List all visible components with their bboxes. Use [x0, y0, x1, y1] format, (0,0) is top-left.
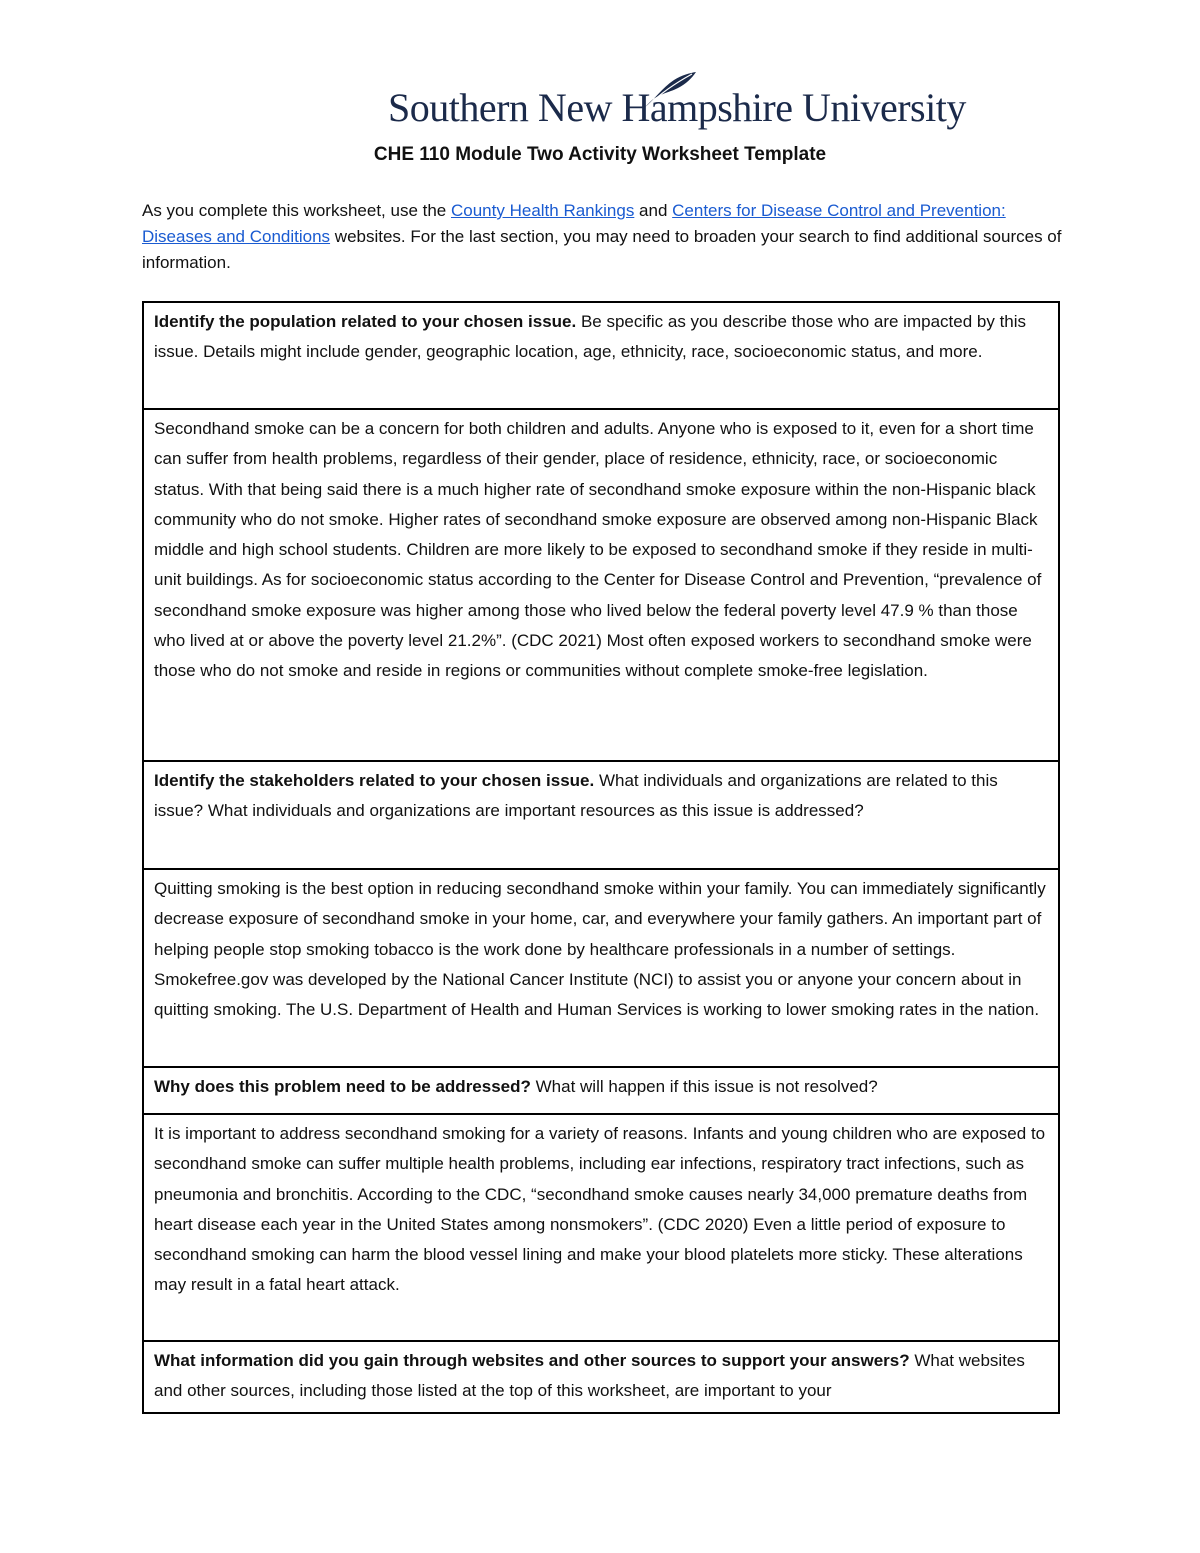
intro-paragraph: [142, 198, 1062, 276]
prompt-text: Be specific as you describe those who are impacted by this issue. Details might include gender, geographic location, age, ethnicity, race, socioeconomic status, and more.: [154, 312, 1027, 362]
prompt-bold: Identify the stakeholders related to your chosen issue.: [154, 771, 595, 790]
prompt-why-addressed: [144, 1068, 1058, 1115]
prompt-text: What individuals and organizations are related to this issue? What individuals and organizations are important resources as this issue is addressed?: [154, 771, 998, 821]
prompt-bold: Why does this problem need to be addressed?: [154, 1077, 531, 1096]
prompt-population: [144, 303, 1058, 410]
university-logo: [388, 70, 966, 140]
answer-stakeholders: [144, 870, 1058, 1068]
cdc-diseases-link[interactable]: Centers for Disease Control and Prevention: Diseases and Conditions: [142, 201, 1006, 246]
county-health-rankings-link[interactable]: County Health Rankings: [451, 201, 635, 220]
prompt-text: What will happen if this issue is not resolved?: [530, 1077, 878, 1096]
logo-text: Southern New Hampshire University: [388, 85, 966, 130]
prompt-bold: What information did you gain through websites and other sources to support your answers?: [154, 1351, 910, 1370]
prompt-stakeholders: [144, 762, 1058, 870]
answer-text: Quitting smoking is the best option in reducing secondhand smoke within your family. You can immediately significantly decrease exposure of secondhand smoke in your home, car, and everywhere your family gathers. An important part of helping people stop smoking tobacco is the work done by healthcare professionals in a number of settings. Smokefree.gov was developed by the National Cancer Institute (NCI) to assist you or anyone your concern about in quitting smoking. The U.S. Department of Health and Human Services is working to lower smoking rates in the nation.: [154, 879, 1046, 1020]
intro-text-2: and: [634, 201, 673, 220]
answer-population: [144, 410, 1058, 762]
answer-why-addressed: [144, 1115, 1058, 1342]
intro-text-1: As you complete this worksheet, use the: [142, 201, 451, 220]
page-title: CHE 110 Module Two Activity Worksheet Template: [373, 144, 827, 165]
answer-text: It is important to address secondhand smoking for a variety of reasons. Infants and young children who are exposed to secondhand smoke can suffer multiple health problems, including ear infections, respiratory tract infections, such as pneumonia and bronchitis. According to the CDC, “secondhand smoke causes nearly 34,000 premature deaths from heart disease each year in the United States among nonsmokers”. (CDC 2020) Even a little period of exposure to secondhand smoking can harm the blood vessel lining and make your blood platelets more sticky. These alterations may result in a fatal heart attack.: [154, 1124, 1046, 1295]
prompt-information-sources: [144, 1342, 1058, 1414]
prompt-text: What websites and other sources, including those listed at the top of this worksheet, are important to your: [154, 1351, 1025, 1401]
prompt-bold: Identify the population related to your chosen issue.: [154, 312, 577, 331]
answer-text: Secondhand smoke can be a concern for both children and adults. Anyone who is exposed to it, even for a short time can suffer from health problems, regardless of their gender, place of residence, ethnicity, race, or socioeconomic status. With that being said there is a much higher rate of secondhand smoke exposure within the non-Hispanic black community who do not smoke. Higher rates of secondhand smoke exposure are observed among non-Hispanic Black middle and high school students. Children are more likely to be exposed to secondhand smoke if they reside in multi-unit buildings. As for socioeconomic status according to the Center for Disease Control and Prevention, “prevalence of secondhand smoke exposure was higher among those who lived below the federal poverty level 47.9 % than those who lived at or above the poverty level 21.2%”. (CDC 2021) Most often exposed workers to secondhand smoke were those who do not smoke and reside in regions or communities without complete smoke-free legislation.: [154, 419, 1042, 681]
intro-text-3: websites. For the last section, you may need to broaden your search to find additional sources of information.: [142, 227, 1062, 272]
worksheet-table: [142, 301, 1060, 1414]
